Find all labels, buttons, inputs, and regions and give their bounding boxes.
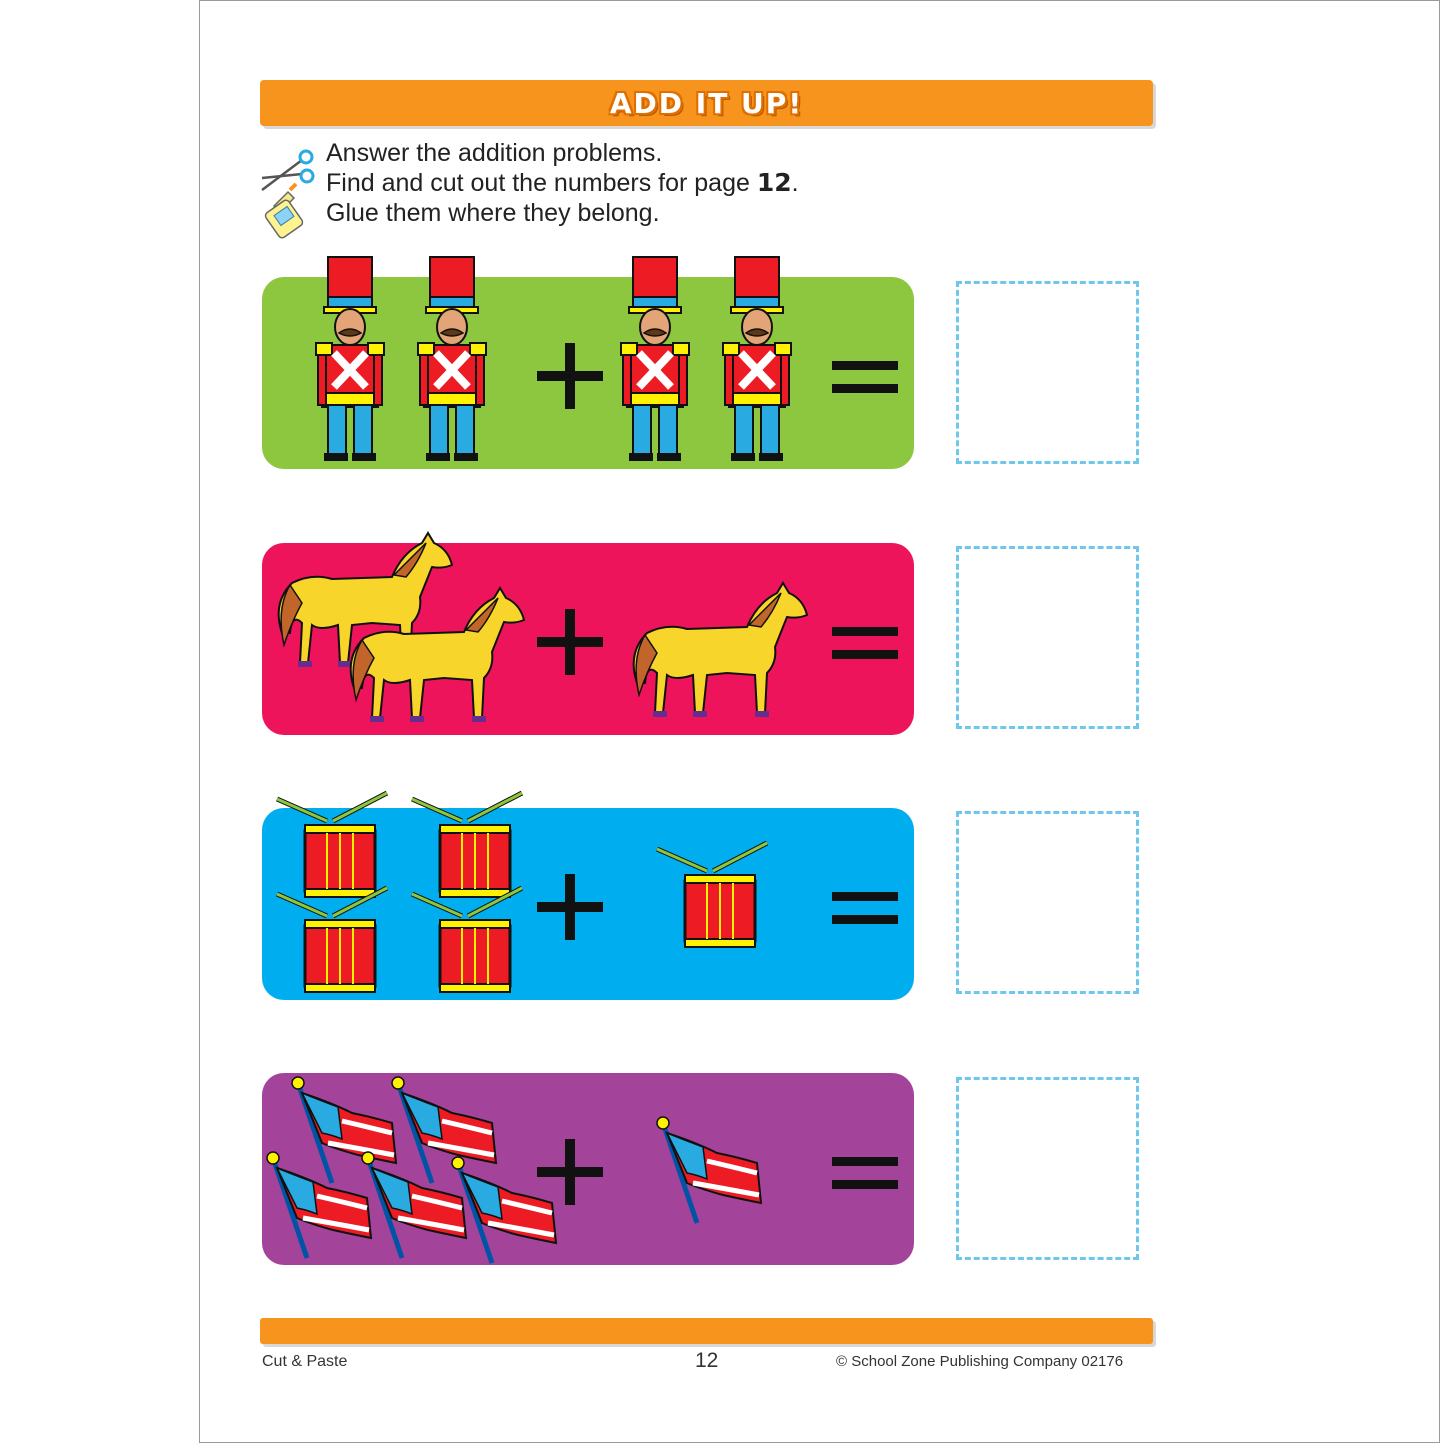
drum-5 (657, 843, 767, 947)
answer-box-3[interactable] (956, 811, 1139, 994)
instruction-line-3: Glue them where they belong. (326, 199, 660, 227)
equals-sign-2 (832, 627, 898, 659)
horse-3 (634, 583, 807, 717)
scissors-and-glue-icons (258, 144, 320, 240)
answer-box-2[interactable] (956, 546, 1139, 729)
problem-row-soldiers (262, 277, 914, 469)
equals-sign-3 (832, 892, 898, 924)
flag-3 (267, 1152, 371, 1258)
page-title: ADD IT UP! (609, 86, 804, 120)
problem-row-horses (262, 543, 914, 735)
instruction-line-2 (326, 168, 799, 198)
drum-4 (412, 888, 522, 992)
problem-row-flags (262, 1073, 914, 1265)
flag-4 (362, 1152, 466, 1258)
toy-soldier-1 (316, 257, 384, 461)
instruction-page-number: 12 (756, 168, 792, 197)
problem-row-drums (262, 808, 914, 1000)
instructions (326, 138, 799, 228)
flag-1 (292, 1077, 396, 1183)
instruction-line-2-period: . (791, 169, 799, 197)
footer-book-title: Cut & Paste (262, 1353, 348, 1370)
instruction-line-2-text: Find and cut out the numbers for page (326, 169, 757, 197)
answer-box-4[interactable] (956, 1077, 1139, 1260)
equals-sign-1 (832, 361, 898, 393)
drum-3 (277, 888, 387, 992)
toy-soldier-4 (723, 257, 791, 461)
problem-1-art (262, 277, 914, 469)
toy-soldier-3 (621, 257, 689, 461)
title-bar (260, 80, 1153, 126)
plus-sign-1 (537, 343, 603, 409)
footer-bar (260, 1318, 1153, 1344)
footer-page-number: 12 (695, 1349, 719, 1372)
glue-bottle-icon (264, 184, 304, 239)
scissors-icon (262, 151, 313, 190)
problem-4-art (262, 1073, 914, 1265)
drum-1 (277, 793, 387, 897)
flag-6 (657, 1117, 761, 1223)
plus-sign-2 (537, 609, 603, 675)
flag-2 (392, 1077, 496, 1183)
plus-sign-3 (537, 874, 603, 940)
toy-soldier-2 (418, 257, 486, 461)
drum-2 (412, 793, 522, 897)
instruction-line-1: Answer the addition problems. (326, 139, 663, 167)
plus-sign-4 (537, 1139, 603, 1205)
problem-2-art (262, 543, 914, 735)
equals-sign-4 (832, 1157, 898, 1189)
footer-copyright: © School Zone Publishing Company 02176 (836, 1353, 1124, 1370)
answer-box-1[interactable] (956, 281, 1139, 464)
problem-3-art (262, 808, 914, 1000)
